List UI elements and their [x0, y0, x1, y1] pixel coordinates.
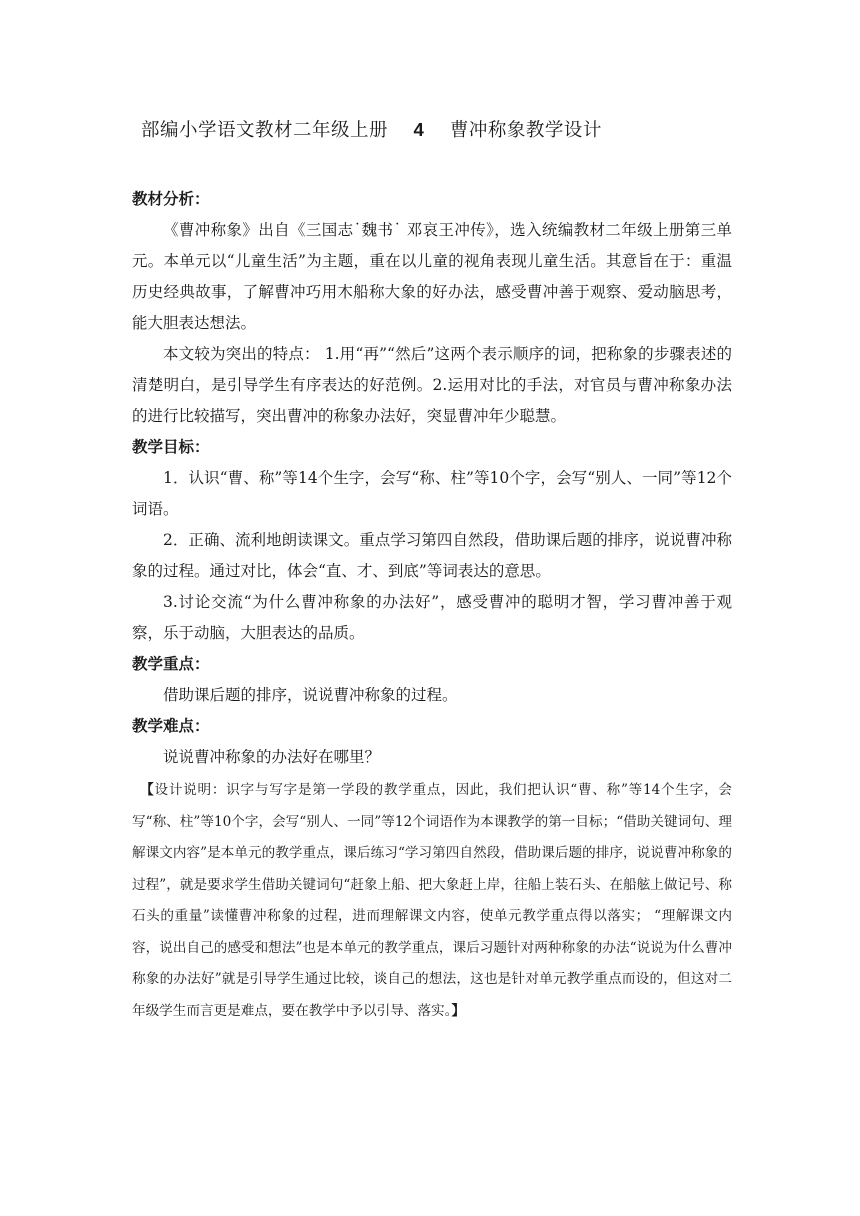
section-heading-difficulty: 教学难点：: [132, 717, 210, 735]
section-analysis: [132, 184, 732, 432]
analysis-paragraph-1: 《曹冲称象》出自《三国志˙魏书˙ 邓哀王冲传》，选入统编教材二年级上册第三单元。本单元以“儿童生活”为主题，重在以儿童的视角表现儿童生活。其意旨在于：重温历史经典故事，了解曹冲巧用木船称大象的好办法，感受曹冲善于观察、爱动脑思考，能大胆表达想法。: [132, 221, 732, 332]
title-suffix: 曹冲称象教学设计: [449, 120, 602, 141]
document-title: [141, 116, 732, 145]
goal-item-2: 2．正确、流利地朗读课文。重点学习第四自然段，借助课后题的排序，说说曹冲称象的过程。通过对比，体会“直、才、到底”等词表达的意思。: [132, 531, 732, 580]
lesson-number: 4: [413, 119, 425, 140]
design-note-close-bracket: 】: [451, 1002, 466, 1019]
key-point-text: 借助课后题的排序，说说曹冲称象的过程。: [163, 686, 458, 704]
goal-item-1: 1．认识“曹、称”等14个生字，会写“称、柱”等10个字，会写“别人、一同”等12个词语。: [132, 469, 732, 518]
section-heading-key-point: 教学重点：: [132, 655, 210, 673]
title-prefix: 部编小学语文教材二年级上册: [141, 120, 389, 141]
section-heading-analysis: 教材分析：: [132, 190, 210, 208]
goal-item-3: 3.讨论交流“为什么曹冲称象的办法好”，感受曹冲的聪明才智，学习曹冲善于观察，乐于动脑，大胆表达的品质。: [132, 593, 732, 642]
section-difficulty: [132, 711, 732, 773]
section-goals: [132, 432, 732, 649]
design-note: [132, 775, 732, 1027]
design-note-open-bracket: 【: [140, 782, 155, 798]
analysis-paragraph-2: 本文较为突出的特点： 1.用“再”“然后”这两个表示顺序的词，把称象的步骤表述的清楚明白，是引导学生有序表达的好范例。2.运用对比的手法，对官员与曹冲称象办法的进行比较描写，突出曹冲的称象办法好，突显曹冲年少聪慧。: [132, 345, 732, 425]
design-note-text: 设计说明：识字与写字是第一学段的教学重点，因此，我们把认识“曹、称”等14个生字，会写“称、柱”等10个字，会写“别人、一同”等12个词语作为本课教学的第一目标；“借助关键词句、理解课文内容”是本单元的教学重点，课后练习“学习第四自然段，借助课后题的排序，说说曹冲称象的过程”，就是要求学生借助关键词句“赶象上船、把大象赶上岸，往船上装石头、在船舷上做记号、称石头的重量”读懂曹冲称象的过程，进而理解课文内容，使单元教学重点得以落实； “理解课文内容，说出自己的感受和想法”也是本单元的教学重点，课后习题针对两种称象的办法“说说为什么曹冲称象的办法好”就是引导学生通过比较，谈自己的想法，这也是针对单元教学重点而设的，但这对二年级学生而言更是难点，要在教学中予以引导、落实。: [132, 782, 732, 1019]
section-key-point: [132, 649, 732, 711]
section-heading-goals: 教学目标：: [132, 438, 210, 456]
difficulty-text: 说说曹冲称象的办法好在哪里？: [163, 748, 381, 766]
